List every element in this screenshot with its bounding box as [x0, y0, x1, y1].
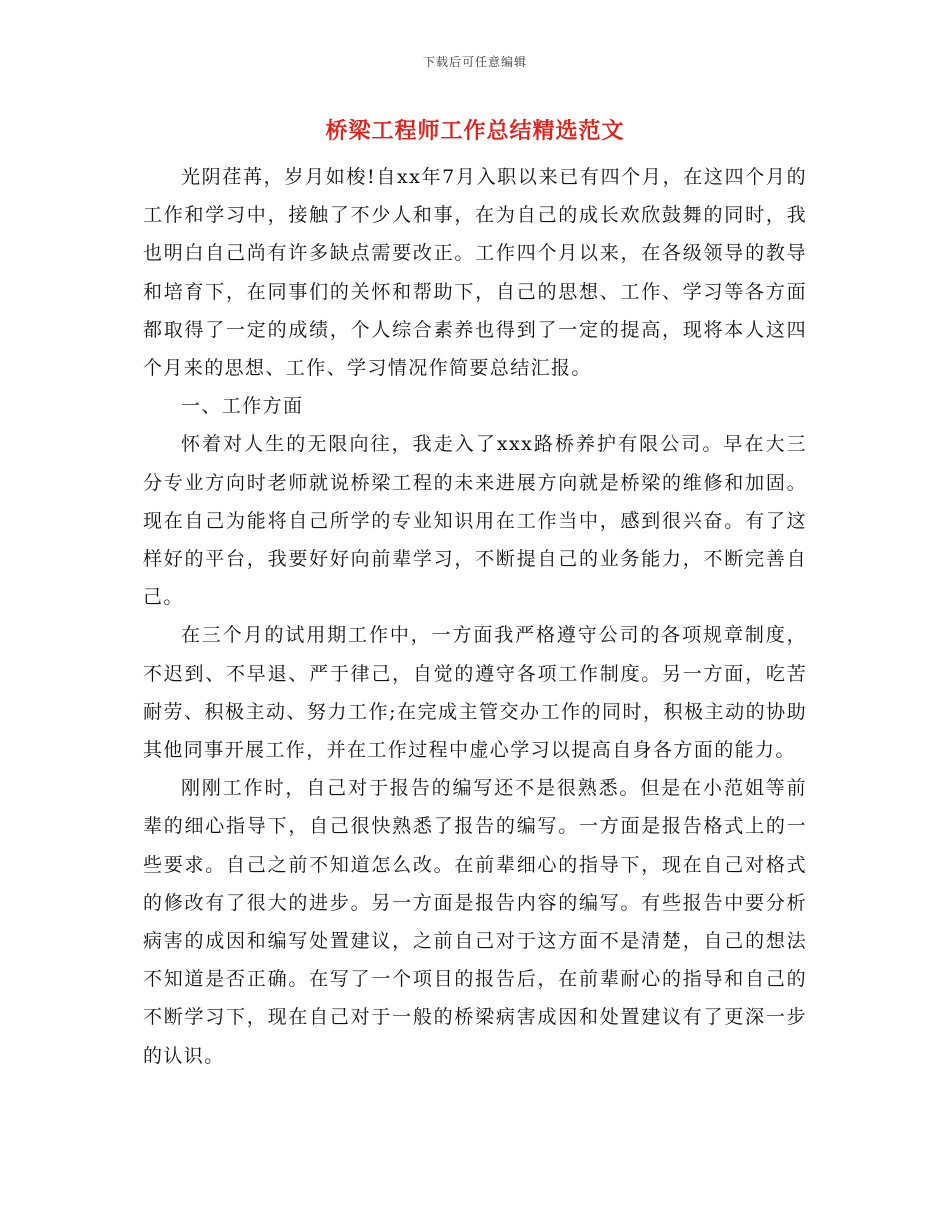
paragraph-intro: 光阴荏苒，岁月如梭!自xx年7月入职以来已有四个月，在这四个月的工作和学习中，接触了不少人和事，在为自己的成长欢欣鼓舞的同时，我也明白自己尚有许多缺点需要改正。工作四个月以来，在各级领导的教导和培育下，在同事们的关怀和帮助下，自己的思想、工作、学习等各方面都取得了一定的成绩，个人综合素养也得到了一定的提高，现将本人这四个月来的思想、工作、学习情况作简要总结汇报。 — [143, 166, 807, 380]
header-note: 下载后可任意编辑 — [422, 55, 527, 69]
document-title: 桥梁工程师工作总结精选范文 — [325, 118, 625, 144]
paragraph-company: 怀着对人生的无限向往，我走入了xxx路桥养护有限公司。早在大三分专业方向时老师就说桥梁工程的未来进展方向就是桥梁的维修和加固。现在自己为能将自己所学的专业知识用在工作当中，感到很兴奋。有了这样好的平台，我要好好向前辈学习，不断提自己的业务能力，不断完善自己。 — [143, 433, 807, 609]
paragraph-probation: 在三个月的试用期工作中，一方面我严格遵守公司的各项规章制度，不迟到、不早退、严于律己，自觉的遵守各项工作制度。另一方面，吃苦耐劳、积极主动、努力工作;在完成主管交办工作的同时，积极主动的协助其他同事开展工作，并在工作过程中虚心学习以提高自身各方面的能力。 — [143, 624, 807, 762]
section-heading-work: 一、工作方面 — [181, 395, 304, 418]
paragraph-reports: 刚刚工作时，自己对于报告的编写还不是很熟悉。但是在小范姐等前辈的细心指导下，自己很快熟悉了报告的编写。一方面是报告格式上的一些要求。自己之前不知道怎么改。在前辈细心的指导下，现在自己对格式的修改有了很大的进步。另一方面是报告内容的编写。有些报告中要分析病害的成因和编写处置建议，之前自己对于这方面不是清楚，自己的想法不知道是否正确。在写了一个项目的报告后，在前辈耐心的指导和自己的不断学习下，现在自己对于一般的桥梁病害成因和处置建议有了更深一步的认识。 — [143, 777, 807, 1067]
document-body — [143, 158, 807, 1075]
